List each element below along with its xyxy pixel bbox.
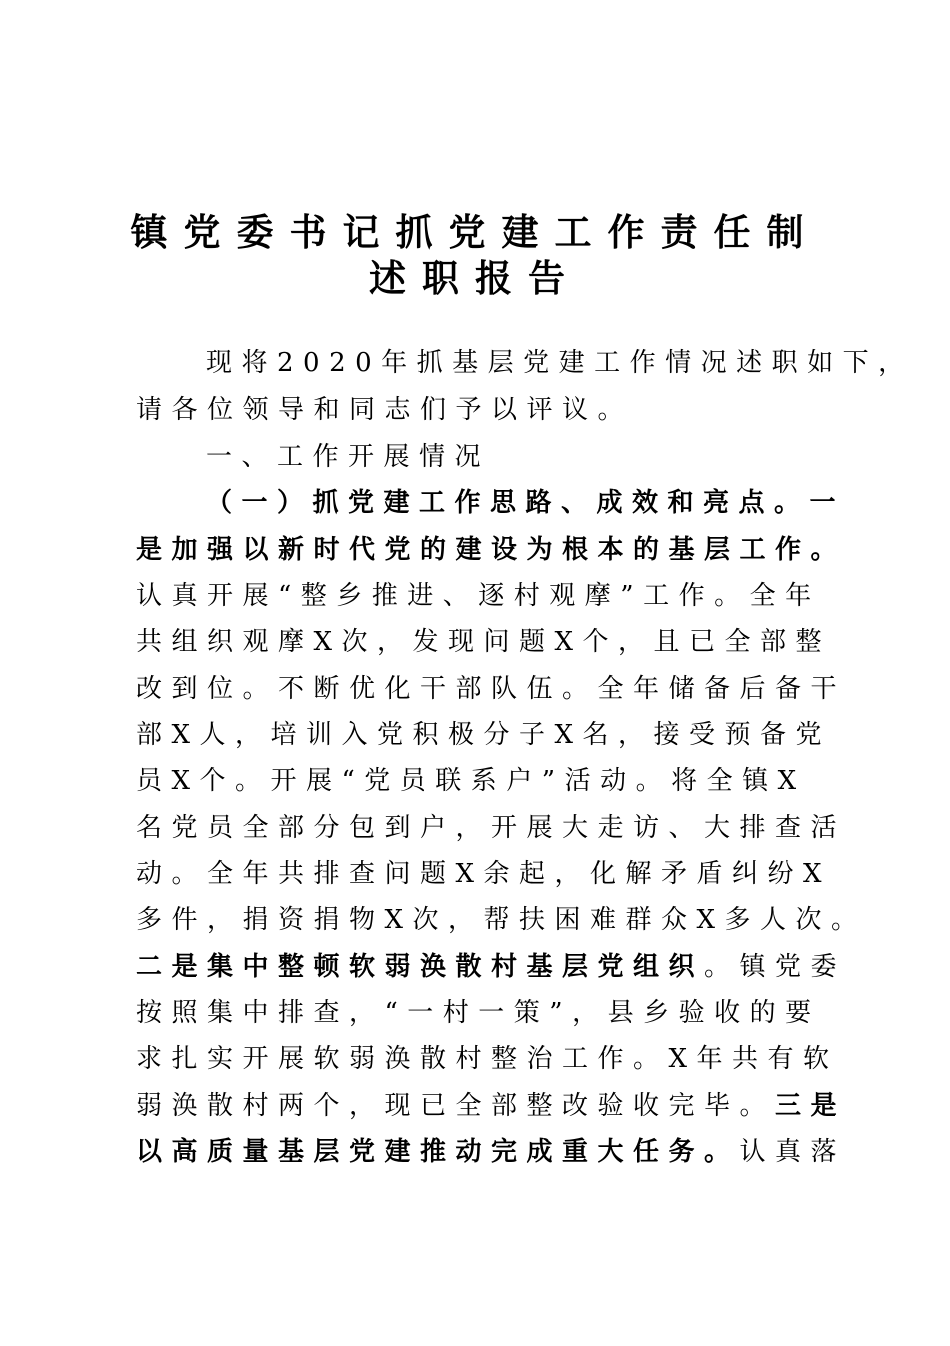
body-line: 请各位领导和同志们予以评议。: [136, 395, 634, 425]
body-line: 现将2020年抓基层党建工作情况述职如下，: [206, 348, 914, 378]
body-line: 二是集中整顿软弱涣散村基层党组织。镇党委: [136, 952, 847, 982]
body-line: 共组织观摩X次，发现问题X个，且已全部整: [136, 627, 832, 657]
body-line: 名党员全部分包到户，开展大走访、大排查活: [136, 813, 847, 843]
body-line: 动。全年共排查问题X余起，化解矛盾纠纷X: [136, 859, 832, 889]
document-title-line-1: 镇党委书记抓党建工作责任制: [130, 210, 820, 254]
body-line: 按照集中排查，“一村一策”，县乡验收的要: [136, 998, 821, 1028]
body-line: 多件，捐资捐物X次，帮扶困难群众X多人次。: [136, 905, 867, 935]
body-line: 改到位。不断优化干部队伍。全年储备后备干: [136, 674, 847, 704]
body-line: 求扎实开展软弱涣散村整治工作。X年共有软: [136, 1044, 839, 1074]
body-line: 以高质量基层党建推动完成重大任务。认真落: [136, 1137, 847, 1167]
body-line: 认真开展“整乡推进、逐村观摩”工作。全年: [136, 581, 821, 611]
body-line: 是加强以新时代党的建设为根本的基层工作。: [136, 535, 847, 565]
body-line: 员X个。开展“党员联系户”活动。将全镇X: [136, 766, 806, 796]
document-title-line-2: 述职报告: [369, 256, 581, 300]
subsection-heading: （一）抓党建工作思路、成效和亮点。一: [206, 488, 846, 518]
section-heading: 一、工作开展情况: [206, 442, 491, 472]
body-line: 弱涣散村两个，现已全部整改验收完毕。三是: [136, 1091, 847, 1121]
body-line: 部X人，培训入党积极分子X名，接受预备党: [136, 720, 832, 750]
